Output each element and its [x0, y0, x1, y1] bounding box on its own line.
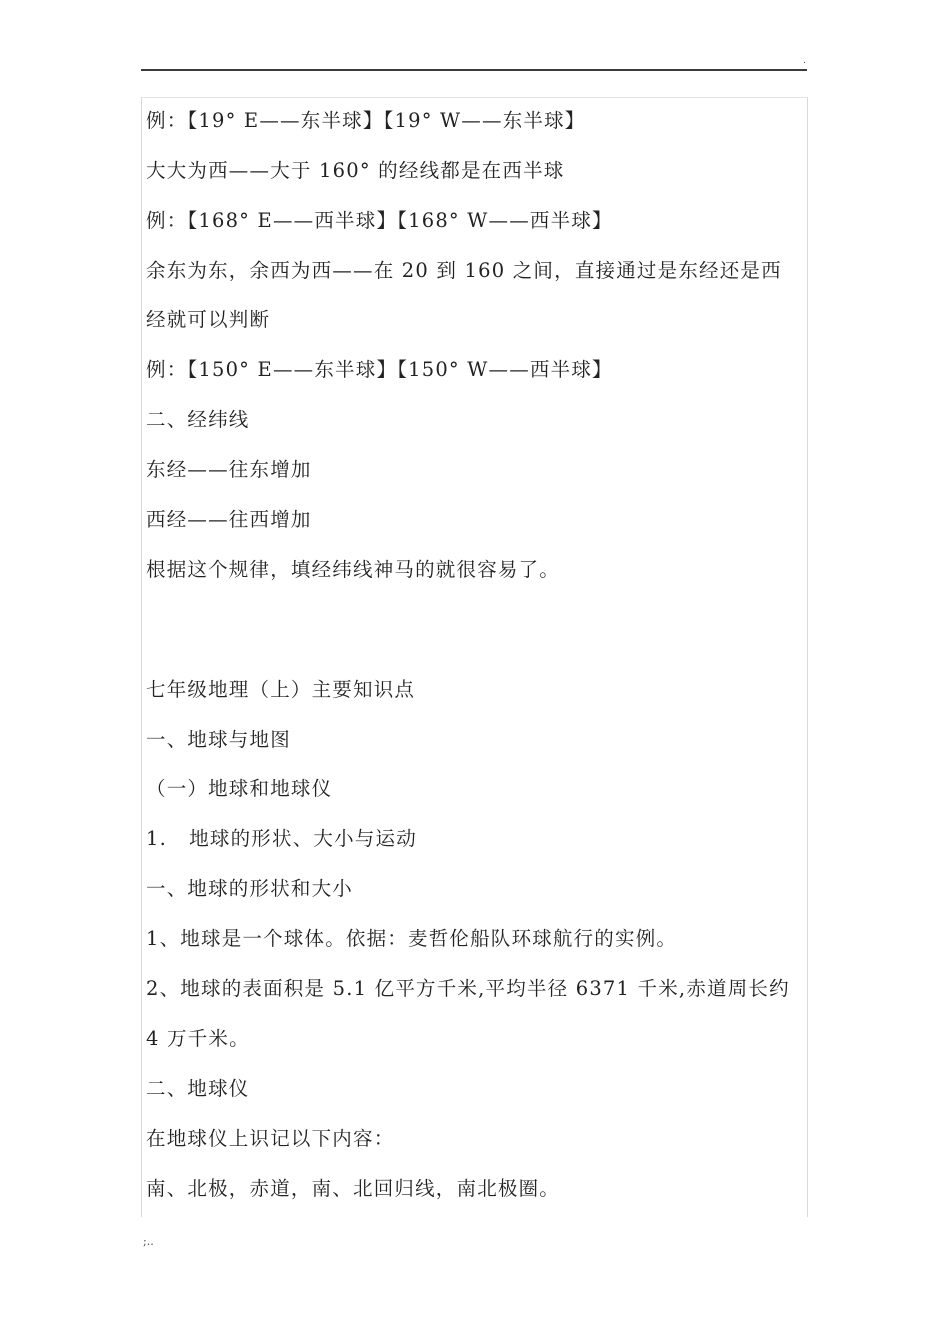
section-heading: 二、地球仪 [146, 1077, 250, 1100]
text-line: 2、地球的表面积是 5.1 亿平方千米,平均半径 6371 千米,赤道周长约 [146, 977, 790, 1000]
document-title: 七年级地理（上）主要知识点 [146, 678, 416, 701]
subsection-heading: 1. 地球的形状、大小与运动 [146, 827, 417, 850]
section-heading: 一、地球的形状和大小 [146, 877, 354, 900]
text-line: 4 万千米。 [146, 1027, 250, 1050]
text-line: 经就可以判断 [146, 308, 271, 331]
header-rule [141, 69, 807, 71]
text-line: 例：【150° E——东半球】【150° W——西半球】 [146, 358, 613, 381]
text-line: 在地球仪上识记以下内容： [146, 1127, 395, 1150]
section-heading: 一、地球与地图 [146, 728, 291, 751]
text-line: 南、北极，赤道，南、北回归线，南北极圈。 [146, 1177, 561, 1200]
text-line: 例：【168° E——西半球】【168° W——西半球】 [146, 209, 613, 232]
text-line: 根据这个规律，填经纬线神马的就很容易了。 [146, 558, 561, 581]
footer-mark: ;.. [143, 1235, 154, 1248]
subsection-heading: （一）地球和地球仪 [146, 777, 333, 800]
header-mark: . [803, 56, 806, 66]
section-heading: 二、经纬线 [146, 408, 250, 431]
text-line: 1、地球是一个球体。依据：麦哲伦船队环球航行的实例。 [146, 927, 678, 950]
text-line: 余东为东，余西为西——在 20 到 160 之间，直接通过是东经还是西 [146, 259, 782, 282]
text-line: 西经——往西增加 [146, 508, 312, 531]
text-line: 东经——往东增加 [146, 458, 312, 481]
text-line: 例：【19° E——东半球】【19° W——东半球】 [146, 109, 586, 132]
text-line: 大大为西——大于 160° 的经线都是在西半球 [146, 159, 565, 182]
